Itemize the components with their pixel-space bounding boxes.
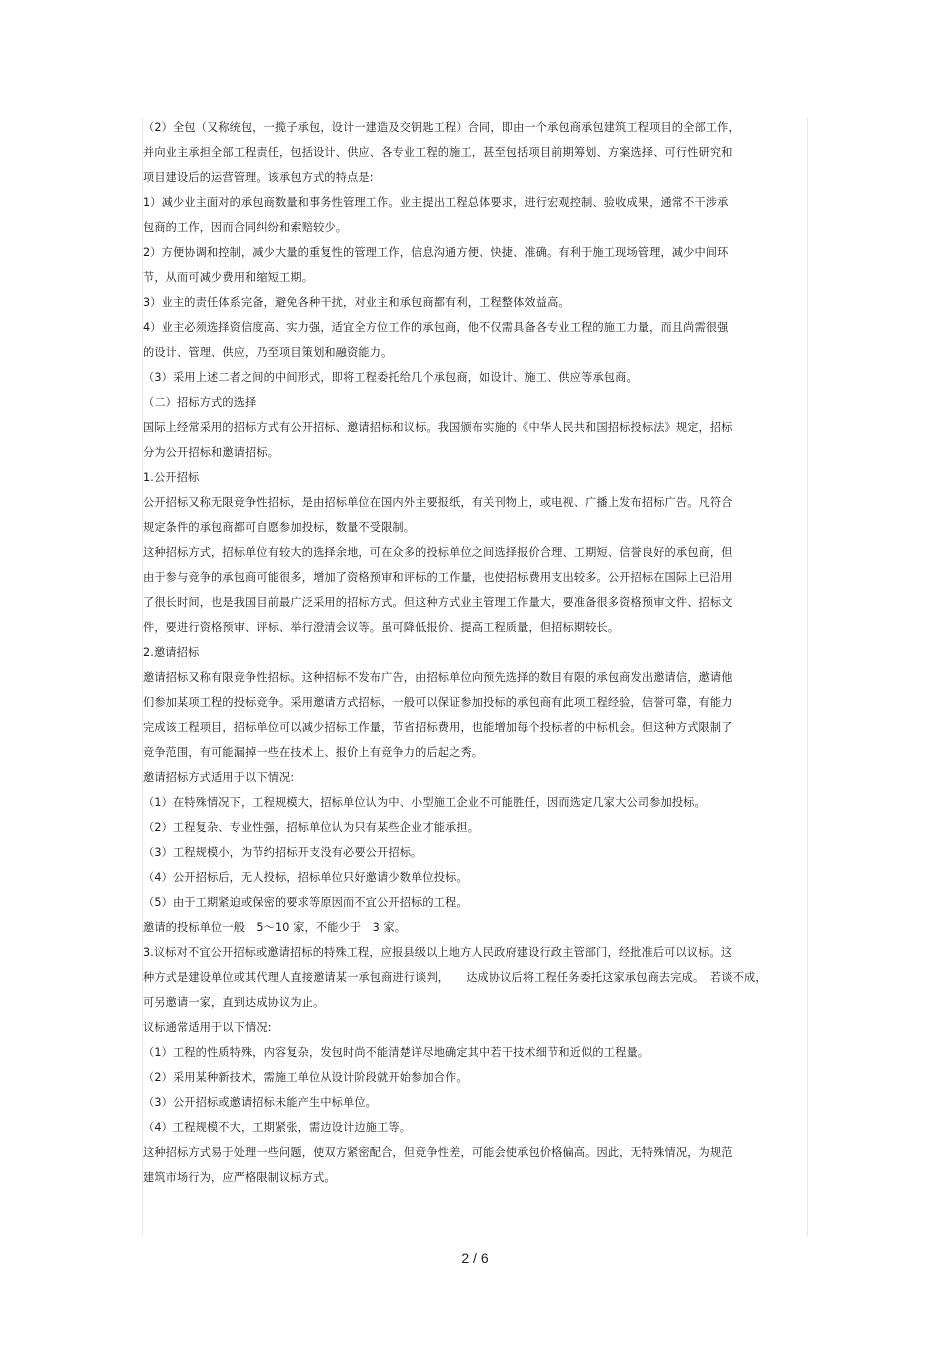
text-line: （4）公开招标后，无人投标，招标单位只好邀请少数单位投标。 [143, 871, 468, 884]
text-line: 的设计、管理、供应，乃至项目策划和融资能力。 [143, 346, 393, 359]
text-line: 邀请的投标单位一般 5～10 家，不能少于 3 家。 [143, 921, 407, 934]
text-line: 2.邀请招标 [143, 646, 200, 659]
page-number: 2 / 6 [461, 1250, 489, 1266]
text-line: （1）工程的性质特殊，内容复杂，发包时尚不能清楚详尽地确定其中若干技术细节和近似的工程量。 [143, 1046, 650, 1059]
text-line: 件，要进行资格预审、评标、举行澄清会议等。虽可降低报价、提高工程质量，但招标期较长。 [143, 621, 620, 634]
text-line: 由于参与竞争的承包商可能很多，增加了资格预审和评标的工作量，也使招标费用支出较多。公开招标在国际上已沿用 [143, 571, 733, 584]
document-body [143, 115, 803, 1190]
text-line: 2）方便协调和控制，减少大量的重复性的管理工作，信息沟通方便、快捷、准确。有利于施工现场管理，减少中间环 [143, 246, 729, 259]
text-line: （4）工程规模不大，工期紧张，需边设计边施工等。 [143, 1121, 412, 1134]
text-line: 并向业主承担全部工程责任，包括设计、供应、各专业工程的施工，甚至包括项目前期筹划、方案选择、可行性研究和 [143, 146, 733, 159]
text-line: 节，从而可减少费用和缩短工期。 [143, 271, 314, 284]
text-line: 邀请招标又称有限竞争性招标。这种招标不发布广告，由招标单位向预先选择的数目有限的承包商发出邀请信，邀请他 [143, 671, 733, 684]
text-line: （3）工程规模小，为节约招标开支没有必要公开招标。 [143, 846, 423, 859]
text-line: （3）采用上述二者之间的中间形式，即将工程委托给几个承包商，如设计、施工、供应等承包商。 [143, 371, 638, 384]
text-line: 议标通常适用于以下情况: [143, 1021, 272, 1034]
text-line: （二）招标方式的选择 [143, 396, 257, 409]
text-line: （2）全包（又称统包，一揽子承包，设计一建造及交钥匙工程）合同，即由一个承包商承包建筑工程项目的全部工作， [143, 121, 740, 134]
text-line: 这种招标方式易于处理一些问题，使双方紧密配合，但竞争性差，可能会使承包价格偏高。因此，无特殊情况，为规范 [143, 1146, 733, 1159]
text-line: 公开招标又称无限竞争性招标，是由招标单位在国内外主要报纸，有关刊物上，或电视、广播上发布招标广告。凡符合 [143, 496, 733, 509]
text-line: 这种招标方式，招标单位有较大的选择余地，可在众多的投标单位之间选择报价合理、工期短、信誉良好的承包商，但 [143, 546, 733, 559]
text-line: 3.议标对不宜公开招标或邀请招标的特殊工程，应报县级以上地方人民政府建设行政主管部门，经批准后可以议标。这 [143, 946, 733, 959]
text-line: （2）采用某种新技术，需施工单位从设计阶段就开始参加合作。 [143, 1071, 468, 1084]
page-frame-right-border [807, 118, 808, 1236]
text-line: 们参加某项工程的投标竞争。采用邀请方式招标，一般可以保证参加投标的承包商有此项工程经验，信誉可靠，有能力 [143, 696, 733, 709]
text-line: 4）业主必须选择资信度高、实力强，适宜全方位工作的承包商，他不仅需具备各专业工程的施工力量，而且尚需很强 [143, 321, 729, 334]
text-line: 1.公开招标 [143, 471, 200, 484]
text-line: 完成该工程项目，招标单位可以减少招标工作量，节省招标费用，也能增加每个投标者的中标机会。但这种方式限制了 [143, 721, 733, 734]
text-line: 分为公开招标和邀请招标。 [143, 446, 280, 459]
text-line: 3）业主的责任体系完备，避免各种干扰，对业主和承包商都有利，工程整体效益高。 [143, 296, 570, 309]
text-line: 邀请招标方式适用于以下情况: [143, 771, 295, 784]
text-line: 国际上经常采用的招标方式有公开招标、邀请招标和议标。我国颁布实施的《中华人民共和国招标投标法》规定，招标 [143, 421, 733, 434]
text-line: 建筑市场行为，应严格限制议标方式。 [143, 1171, 336, 1184]
text-line: 项目建设后的运营管理。该承包方式的特点是: [143, 171, 374, 184]
text-line: （3）公开招标或邀请招标未能产生中标单位。 [143, 1096, 378, 1109]
text-line: 种方式是建设单位或其代理人直接邀请某一承包商进行谈判， 达成协议后将工程任务委托这家承包商去完成。 若谈不成， [143, 971, 767, 984]
text-line: 1）减少业主面对的承包商数量和事务性管理工作。业主提出工程总体要求，进行宏观控制、验收成果，通常不干涉承 [143, 196, 729, 209]
text-line: 竞争范围，有可能漏掉一些在技术上、报价上有竞争力的后起之秀。 [143, 746, 484, 759]
text-line: 规定条件的承包商都可自愿参加投标，数量不受限制。 [143, 521, 416, 534]
text-line: 包商的工作，因而合同纠纷和索赔较少。 [143, 221, 348, 234]
text-line: （2）工程复杂、专业性强，招标单位认为只有某些企业才能承担。 [143, 821, 480, 834]
text-line: （1）在特殊情况下，工程规模大，招标单位认为中、小型施工企业不可能胜任，因而选定几家大公司参加投标。 [143, 796, 706, 809]
text-line: 可另邀请一家，直到达成协议为止。 [143, 996, 325, 1009]
text-line: 了很长时间，也是我国目前最广泛采用的招标方式。但这种方式业主管理工作量大，要准备很多资格预审文件、招标文 [143, 596, 733, 609]
text-line: （5）由于工期紧迫或保密的要求等原因而不宜公开招标的工程。 [143, 896, 468, 909]
